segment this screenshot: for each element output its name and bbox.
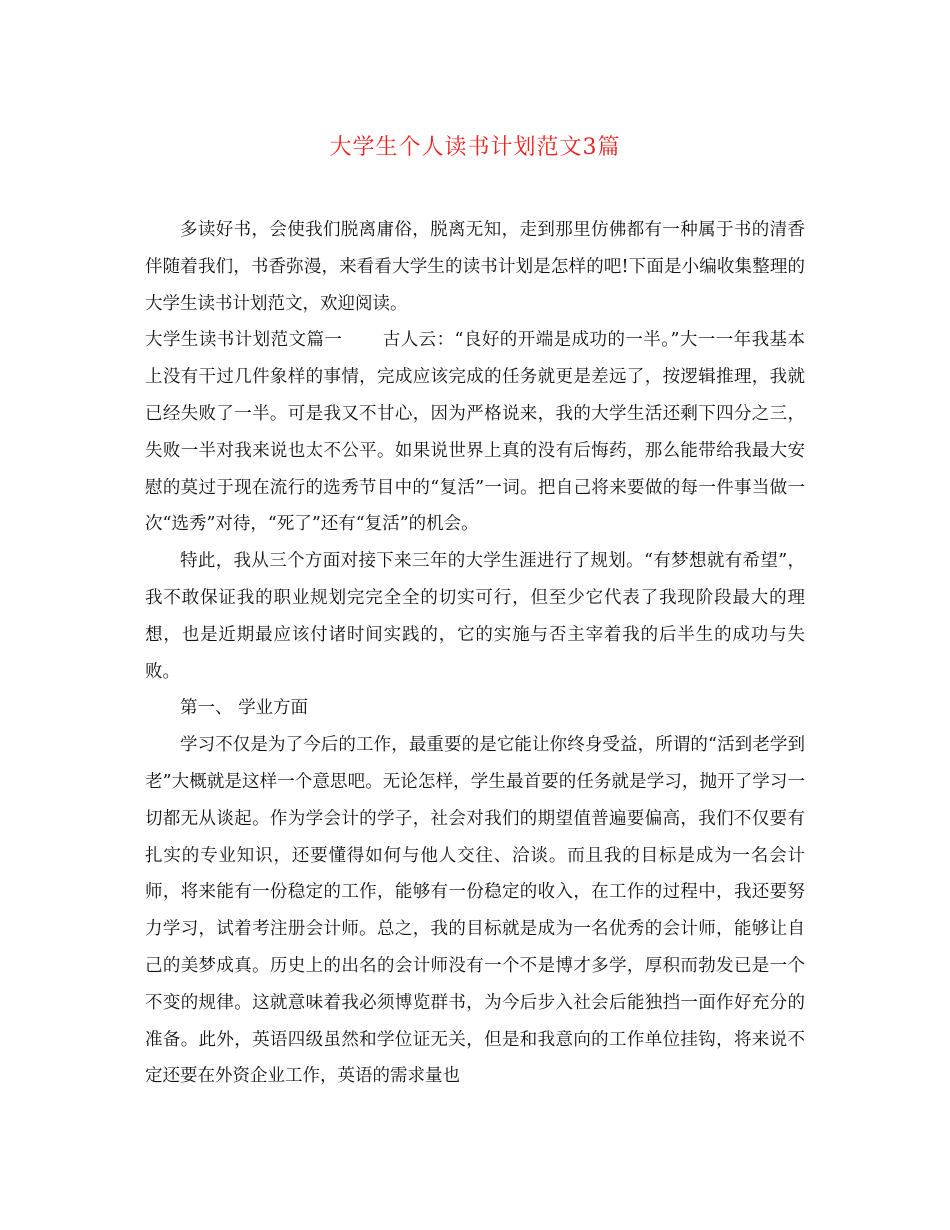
section1-paragraph [145, 322, 805, 543]
document-title: 大学生个人读书计划范文3篇 [329, 135, 621, 160]
subheading-academics: 第一、 学业方面 [180, 698, 309, 719]
intro-paragraph: 多读好书，会使我们脱离庸俗，脱离无知，走到那里仿佛都有一种属于书的清香伴随着我们，书香弥漫，来看看大学生的读书计划是怎样的吧!下面是小编收集整理的大学生读书计划范文，欢迎阅读。 [145, 220, 805, 314]
section1-text: 古人云：“良好的开端是成功的一半。”大一一年我基本上没有干过几件象样的事情，完成应该完成的任务就更是差远了，按逻辑推理，我就已经失败了一半。可是我又不甘心，因为严格说来，我的大学生活还剩下四分之三，失败一半对我来说也太不公平。如果说世界上真的没有后悔药，那么能带给我最大安慰的莫过于现在流行的选秀节目中的“复活”一词。把自己将来要做的每一件事当做一次“选秀”对待，“死了”还有“复活”的机会。 [145, 330, 805, 535]
paragraph-plan: 特此，我从三个方面对接下来三年的大学生涯进行了规划。“有梦想就有希望”，我不敢保证我的职业规划完完全全的切实可行，但至少它代表了我现阶段最大的理想，也是近期最应该付诸时间实践的，它的实施与否主宰着我的后半生的成功与失败。 [145, 551, 805, 682]
document-body [145, 212, 805, 1095]
paragraph-academics: 学习不仅是为了今后的工作，最重要的是它能让你终身受益，所谓的“活到老学到老”大概就是这样一个意思吧。无论怎样，学生最首要的任务就是学习，抛开了学习一切都无从谈起。作为学会计的学子，社会对我们的期望值普遍要偏高，我们不仅要有扎实的专业知识，还要懂得如何与他人交往、洽谈。而且我的目标是成为一名会计师，将来能有一份稳定的工作，能够有一份稳定的收入，在工作的过程中，我还要努力学习，试着考注册会计师。总之，我的目标就是成为一名优秀的会计师，能够让自己的美梦成真。历史上的出名的会计师没有一个不是博才多学，厚积而勃发已是一个不变的规律。这就意味着我必须博览群书，为今后步入社会后能独挡一面作好充分的准备。此外，英语四级虽然和学位证无关，但是和我意向的工作单位挂钩，将来说不定还要在外资企业工作，英语的需求量也 [145, 735, 805, 1087]
section1-heading: 大学生读书计划范文篇一 [145, 330, 343, 351]
